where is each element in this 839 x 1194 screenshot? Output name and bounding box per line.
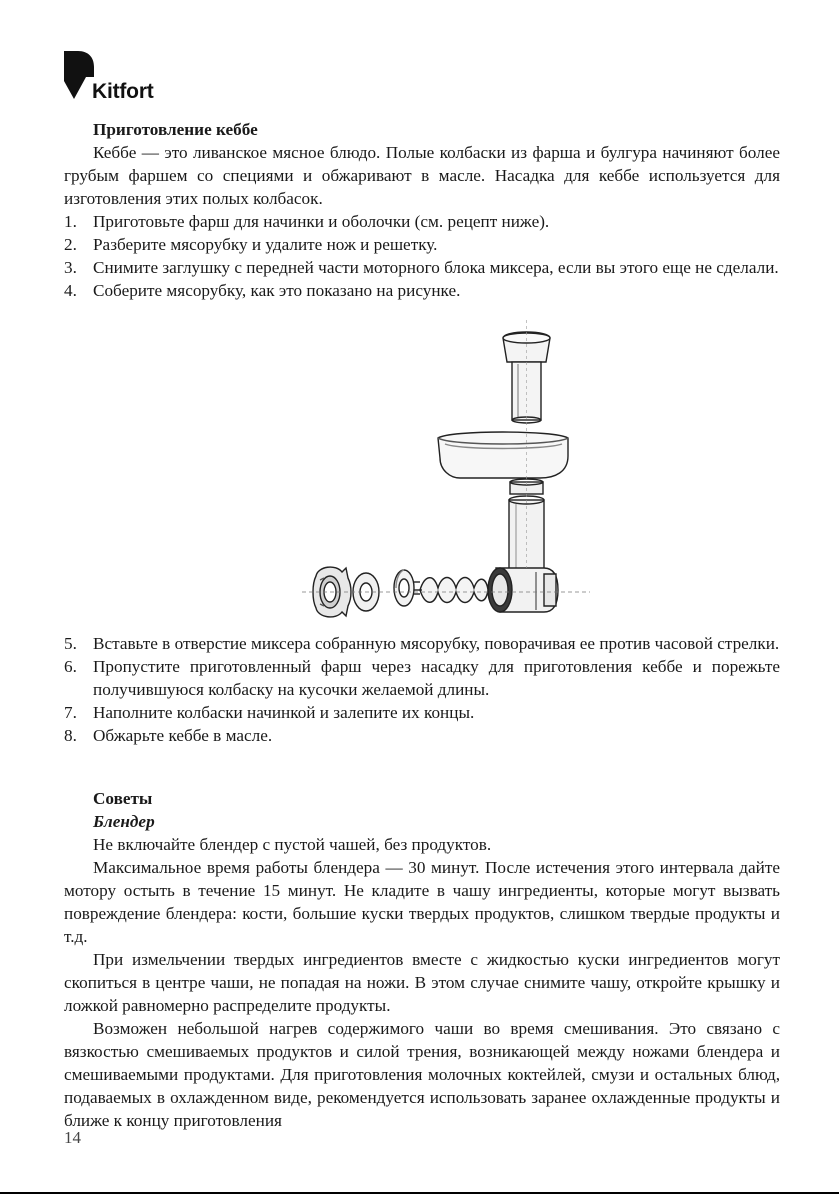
subsection-title-blender: Блендер (93, 812, 155, 831)
grinder-body-icon (488, 496, 558, 612)
kitfort-logo (64, 51, 174, 103)
brand-name: Kitfort (92, 80, 154, 103)
list-item: 8. Обжарьте кеббе в масле. (64, 726, 273, 745)
paragraph: Не включайте блендер с пустой чашей, без продуктов. (93, 835, 492, 854)
list-item: 2. Разберите мясорубку и удалите нож и решетку. (64, 235, 438, 254)
kebbe-section-bottom (64, 632, 780, 747)
list-item: 7. Наполните колбаски начинкой и залепите их концы. (64, 703, 475, 722)
kebbe-attachment-icon (394, 570, 420, 606)
kebbe-steps-list-1 (64, 210, 780, 302)
kebbe-intro: Кеббе — это ливанское мясное блюдо. Полые колбаски из фарша и булгура начиняют более грубым фаршем со специями и обжаривают в масле. Насадка для кеббе используется для изготовления этих полых колбасок. (64, 143, 780, 208)
kebbe-section-top (64, 118, 780, 302)
list-item: 1. Приготовьте фарш для начинки и оболочки (см. рецепт ниже). (64, 212, 550, 231)
paragraph: Возможен небольшой нагрев содержимого чаши во время смешивания. Это связано с вязкостью смешиваемых продуктов и силой трения, возникающей между ножами блендера и смешиваемыми продуктами. Для приготовления молочных коктейлей, смузи и остальных блюд, подаваемых в охлажденном виде, рекомендуется использовать заранее охлажденные продукты и ближе к концу приготовления (64, 1019, 780, 1130)
paragraph: Максимальное время работы блендера — 30 минут. После истечения этого интервала дайте мотору остыть в течение 15 минут. Не кладите в чашу ингредиенты, которые могут вызвать повреждение блендера: кости, большие куски твердых продуктов, слишком твердые продукты и т.д. (64, 858, 780, 946)
section-title-kebbe: Приготовление кеббе (93, 120, 258, 139)
page-number: 14 (64, 1128, 81, 1147)
paragraph: При измельчении твердых ингредиентов вместе с жидкостью куски ингредиентов могут скопиться в центре чаши, не попадая на ножи. В этом случае снимите чашу, откройте крышку и ложкой равномерно распределите продукты. (64, 950, 780, 1015)
list-item: 5. Вставьте в отверстие миксера собранную мясорубку, поворачивая ее против часовой стрелки. (64, 634, 780, 653)
kitfort-logo-mark-icon (64, 51, 94, 101)
tips-section (64, 787, 780, 1132)
meat-grinder-assembly-illustration (300, 320, 590, 625)
section-title-tips: Советы (93, 789, 153, 808)
list-item: 3. Снимите заглушку с передней части моторного блока миксера, если вы этого еще не сделали. (64, 258, 779, 277)
grinder-tray-icon (438, 432, 568, 478)
kebbe-steps-list-2 (64, 632, 780, 747)
list-item: 6. Пропустите приготовленный фарш через насадку для приготовления кеббе и порежьте получившуюся колбаску на кусочки желаемой длины. (64, 657, 780, 699)
auger-screw-icon (412, 578, 488, 603)
list-item: 4. Соберите мясорубку, как это показано на рисунке. (64, 281, 461, 300)
